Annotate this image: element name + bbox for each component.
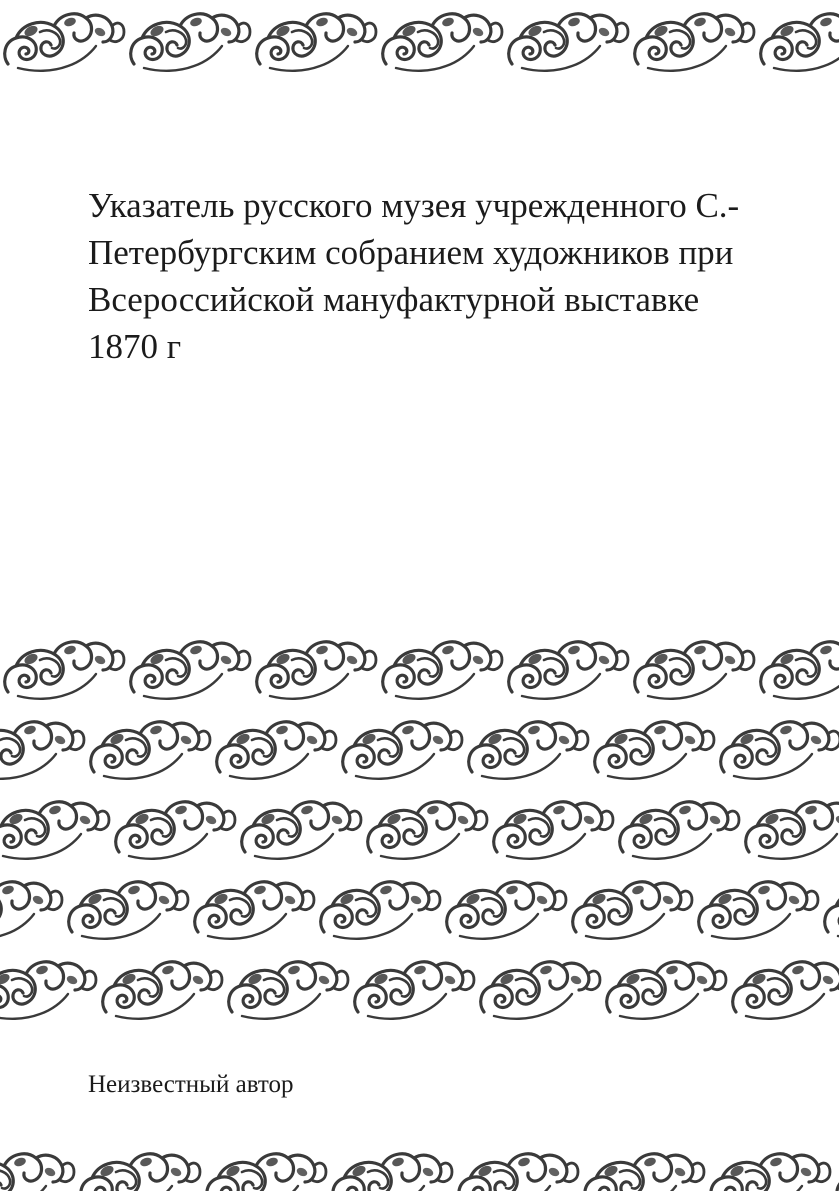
ornament-row	[0, 628, 839, 708]
middle-ornamental-band	[0, 628, 839, 1060]
ornament-row	[0, 868, 839, 948]
book-author-text: Неизвестный автор	[88, 1071, 294, 1098]
book-title-text: Указатель русского музея учрежденного С.-Петербургским собранием художников при Всероссийской мануфактурной выставке 1870 г	[88, 186, 743, 366]
ornament-row	[0, 708, 839, 788]
ornament-row	[0, 948, 839, 1028]
ornament-row	[0, 0, 839, 78]
ornament-row	[0, 788, 839, 868]
bottom-ornamental-band	[0, 1140, 839, 1191]
top-ornamental-band	[0, 0, 839, 78]
ornament-row	[0, 1140, 839, 1191]
book-title	[88, 182, 768, 370]
book-author	[88, 1069, 688, 1101]
